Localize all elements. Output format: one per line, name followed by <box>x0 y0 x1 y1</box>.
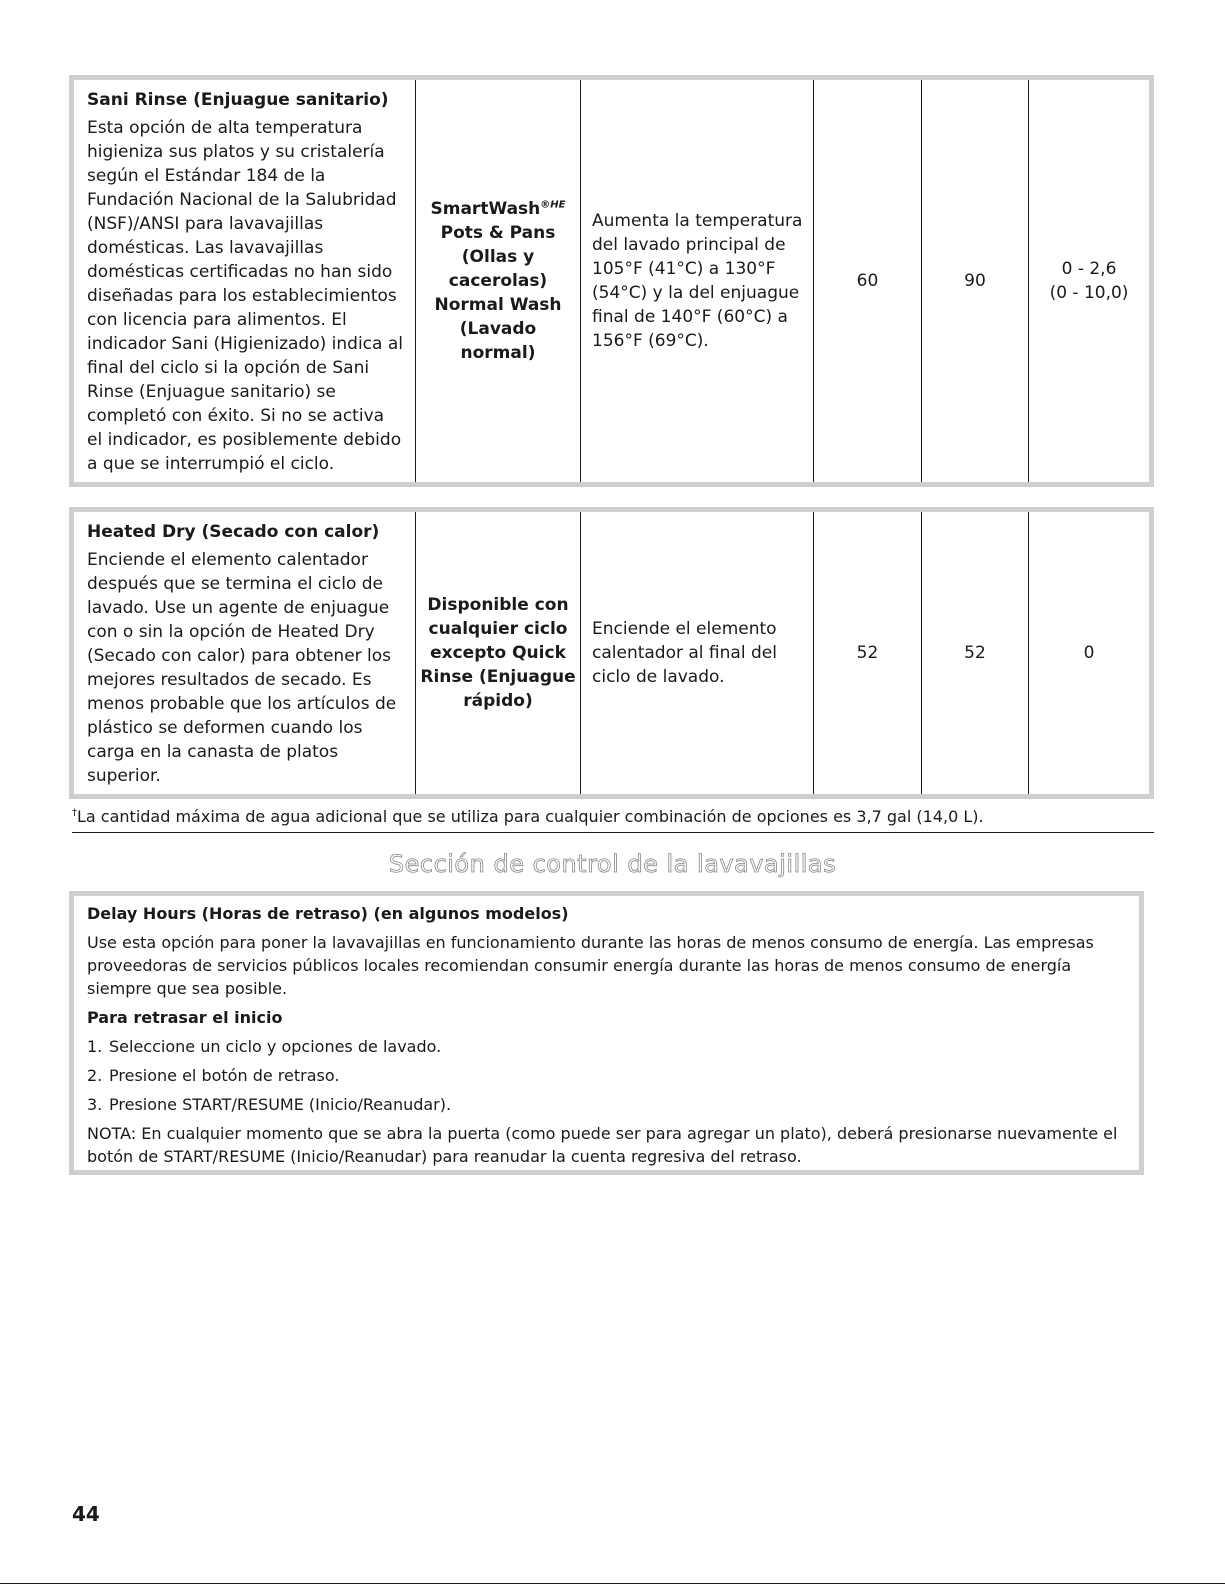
step-text: Seleccione un ciclo y opciones de lavado. <box>109 1037 442 1056</box>
value-line: 0 - 2,6 <box>1061 259 1117 279</box>
value-cell-6 <box>1029 78 1152 485</box>
step-item <box>87 1035 1129 1058</box>
value-cell-6: 0 <box>1029 510 1152 797</box>
cycle-line: cualquier ciclo <box>428 619 568 639</box>
value-line: (0 - 10,0) <box>1049 283 1129 303</box>
value-cell-4: 52 <box>814 510 922 797</box>
heated-dry-row <box>72 510 1152 797</box>
step-number: 1. <box>87 1037 103 1056</box>
delay-hours-box <box>69 891 1144 1175</box>
value-cell-5: 90 <box>922 78 1029 485</box>
effect-cell: Aumenta la temperatura del lavado principal de 105°F (41°C) a 130°F (54°C) y la del enjuague final de 140°F (60°C) a 156°F (69°C). <box>581 78 814 485</box>
delay-title: Delay Hours (Horas de retraso) (en algunos modelos) <box>87 904 569 923</box>
step-text: Presione el botón de retraso. <box>109 1066 340 1085</box>
cycle-line: (Ollas y <box>461 247 535 267</box>
registered-he-superscript: ®HE <box>540 199 566 211</box>
step-number: 2. <box>87 1066 103 1085</box>
cycle-line: Disponible con <box>427 595 569 615</box>
option-description-cell <box>72 510 416 797</box>
option-title: Sani Rinse (Enjuague sanitario) <box>87 90 389 110</box>
value-cell-4: 60 <box>814 78 922 485</box>
sani-rinse-row <box>72 78 1152 485</box>
option-description-cell <box>72 78 416 485</box>
cycle-line: normal) <box>460 343 536 363</box>
cycle-line: cacerolas) <box>448 271 548 291</box>
step-item <box>87 1093 1129 1116</box>
delay-note: NOTA: En cualquier momento que se abra la puerta (como puede ser para agregar un plato), deberá presionarse nuevamente el botón de START/RESUME (Inicio/Reanudar) para reanudar la cuenta regresiva del retraso. <box>87 1124 1118 1166</box>
option-description: Enciende el elemento calentador después que se termina el ciclo de lavado. Use un agente de enjuague con o sin la opción de Heated Dry (Secado con calor) para obtener los mejores resultados de secado. Es menos probable que los artículos de plástico se deformen cuando los carga en la canasta de platos superior. <box>87 550 397 786</box>
divider <box>72 832 1154 833</box>
footnote-marker: † <box>72 807 77 819</box>
option-title: Heated Dry (Secado con calor) <box>87 522 380 542</box>
sani-rinse-table <box>69 75 1154 487</box>
footnote-text: La cantidad máxima de agua adicional que se utiliza para cualquier combinación de opciones es 3,7 gal (14,0 L). <box>77 807 984 826</box>
step-text: Presione START/RESUME (Inicio/Reanudar). <box>109 1095 452 1114</box>
cycle-line: SmartWash$^{®HE}$ <box>430 199 566 219</box>
cycle-line: Normal Wash <box>434 295 562 315</box>
step-number: 3. <box>87 1095 103 1114</box>
delay-intro: Use esta opción para poner la lavavajillas en funcionamiento durante las horas de menos consumo de energía. Las empresas proveedoras de servicios públicos locales recomiendan consumir energía durante las horas de menos consumo de energía siempre que sea posible. <box>87 933 1094 998</box>
option-description: Esta opción de alta temperatura higieniza sus platos y su cristalería según el Estándar 184 de la Fundación Nacional de la Salubridad (NSF)/ANSI para lavavajillas domésticas. Las lavavajillas domésticas certificadas no han sido diseñadas para los establecimientos con licencia para alimentos. El indicador Sani (Higienizado) indica al final del ciclo si la opción de Sani Rinse (Enjuague sanitario) se completó con éxito. Si no se activa el indicador, es posiblemente debido a que se interrumpió el ciclo. <box>87 118 403 474</box>
delay-subtitle: Para retrasar el inicio <box>87 1008 283 1027</box>
footnote <box>72 806 1152 828</box>
cycle-line: excepto Quick <box>430 643 566 663</box>
cycles-cell <box>416 510 581 797</box>
step-item <box>87 1064 1129 1087</box>
cycle-line: Pots & Pans <box>440 223 556 243</box>
effect-cell: Enciende el elemento calentador al final del ciclo de lavado. <box>581 510 814 797</box>
heated-dry-table <box>69 507 1154 799</box>
page-bottom-rule <box>0 1583 1225 1584</box>
page-number: 44 <box>72 1502 100 1526</box>
value-cell-5: 52 <box>922 510 1029 797</box>
section-heading: Sección de control de la lavavajillas <box>388 850 837 878</box>
cycle-line: Rinse (Enjuague <box>420 667 576 687</box>
cycles-cell <box>416 78 581 485</box>
cycle-line: rápido) <box>463 691 533 711</box>
cycle-line: (Lavado <box>459 319 537 339</box>
